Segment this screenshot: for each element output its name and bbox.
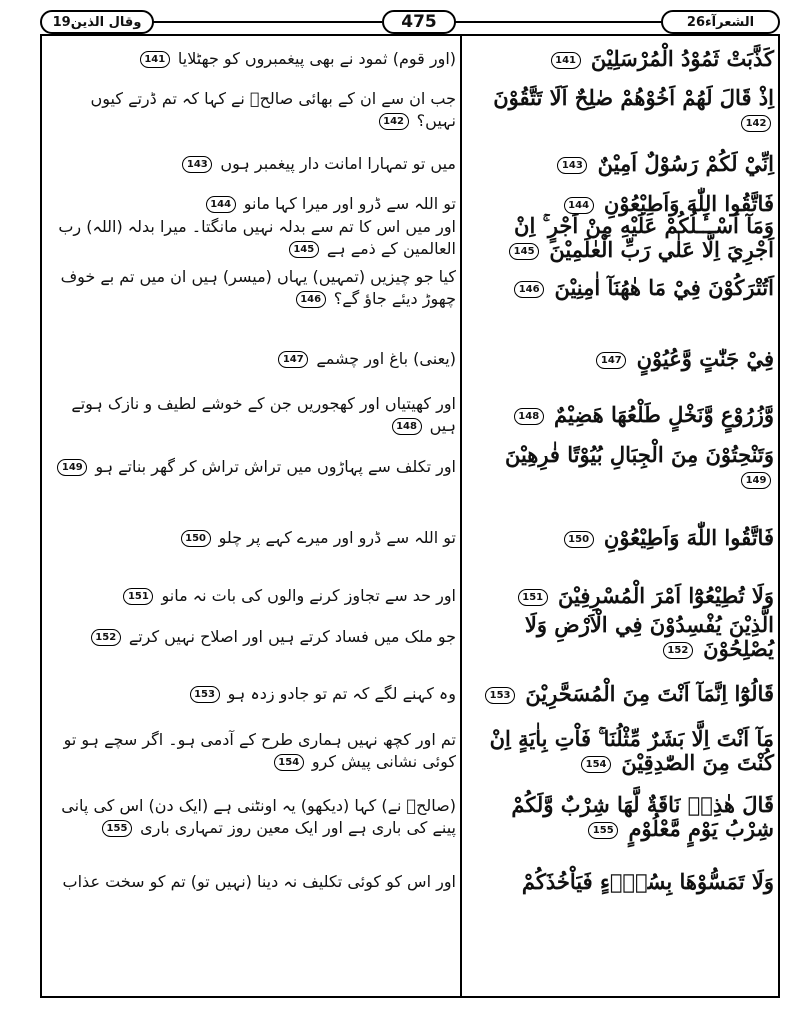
column-divider: [460, 36, 462, 996]
urdu-verse-text: (صالحؑ نے) کہا (دیکھو) یہ اونٹنی ہے (ایک دن) اس کی پانی پینے کی باری ہے اور ایک معین روز تمہاری باری 155: [61, 796, 456, 837]
verse-number-badge: 155: [102, 820, 132, 837]
verse-number-badge: 147: [596, 352, 626, 369]
arabic-verse-row: [464, 396, 774, 434]
urdu-verse-row: [48, 254, 456, 322]
arabic-verse-text: وَلَا تُطِيْعُوْٓا اَمْرَ الْمُسْرِفِيْنَ 151: [515, 584, 774, 608]
urdu-verse-row: [48, 396, 456, 434]
urdu-verse-text: تم اور کچھ نہیں ہماری طرح کے آدمی ہو۔ اگر سچے ہو تو کوئی نشانی پیش کرو 154: [63, 730, 456, 771]
page-number: 475: [382, 10, 456, 34]
verse-number-badge: 143: [182, 156, 212, 173]
arabic-verse-row: [464, 78, 774, 142]
arabic-verse-row: [464, 611, 774, 661]
arabic-verse-text: فِيْ جَنّٰتٍ وَّعُيُوْنٍ 147: [593, 347, 774, 371]
verse-number-badge: 154: [274, 754, 304, 771]
urdu-verse-row: [48, 434, 456, 500]
urdu-verse-text: اور اس کو کوئی تکلیف نہ دینا (نہیں تو) تم کو سخت عذاب: [62, 872, 456, 892]
surah-label: الشعرآء26: [661, 10, 780, 34]
arabic-verse-text: وَّزُرُوْعٍ وَّنَخْلٍ طَلْعُهَا هَضِيْمٌ 148: [511, 403, 774, 427]
arabic-verse-row: [464, 658, 774, 730]
urdu-verse-row: [48, 576, 456, 616]
arabic-verse-text: كَذَّبَتْ ثَمُوْدُ الْمُرْسَلِيْنَ 141: [548, 47, 774, 71]
arabic-verse-text: فَاتَّقُوا اللّٰهَ وَاَطِيْعُوْنِ 150: [561, 526, 774, 550]
arabic-verse-text: اِنِّيْ لَكُمْ رَسُوْلٌ اَمِيْنٌ 143: [554, 152, 774, 176]
verse-number-badge: 152: [91, 629, 121, 646]
urdu-verse-row: [48, 862, 456, 902]
verse-number-badge: 146: [514, 281, 544, 298]
verse-number-badge: 149: [741, 472, 771, 489]
urdu-verse-text: اور تکلف سے پہاڑوں میں تراش تراش کر گھر بناتے ہو 149: [54, 456, 456, 478]
urdu-verse-text: تو اللہ سے ڈرو اور میرا کہا مانو 144: [203, 193, 456, 215]
arabic-verse-row: [464, 576, 774, 616]
urdu-verse-text: اور میں اس کا تم سے بدلہ نہیں مانگتا۔ میرا بدلہ (اللہ) رب العالمین کے ذمے ہے 145: [58, 217, 456, 258]
verse-number-badge: 153: [485, 687, 515, 704]
verse-number-badge: 146: [296, 291, 326, 308]
arabic-verse-row: [464, 40, 774, 78]
verse-number-badge: 151: [123, 588, 153, 605]
urdu-verse-row: [48, 40, 456, 78]
arabic-verse-row: [464, 142, 774, 186]
arabic-verse-row: [464, 212, 774, 262]
arabic-verse-text: اَتُتْرَكُوْنَ فِيْ مَا هٰهُنَآ اٰمِنِيْنَ 146: [511, 276, 774, 300]
arabic-verse-text: قَالُوْٓا اِنَّمَآ اَنْتَ مِنَ الْمُسَحَّرِيْنَ 153: [482, 682, 774, 706]
arabic-verse-text: وَمَآ اَسْــَٔـلُكُمْ عَلَيْهِ مِنْ اَجْرٍ ۚ اِنْ اَجْرِيَ اِلَّا عَلٰي رَبِّ الْعٰلَمِيْنَ 145: [464, 214, 774, 262]
verse-number-badge: 155: [588, 822, 618, 839]
verse-number-badge: 153: [190, 686, 220, 703]
arabic-verse-row: [464, 725, 774, 775]
verse-number-badge: 154: [581, 756, 611, 773]
urdu-verse-text: تو اللہ سے ڈرو اور میرے کہے پر چلو 150: [178, 527, 456, 549]
arabic-verse-row: [464, 862, 774, 902]
verse-number-badge: 149: [57, 459, 87, 476]
juz-label: وقال الذین19: [40, 10, 154, 34]
verse-number-badge: 142: [379, 113, 409, 130]
verse-number-badge: 145: [289, 241, 319, 258]
urdu-verse-row: [48, 78, 456, 142]
verse-number-badge: 151: [518, 589, 548, 606]
verse-number-badge: 143: [557, 157, 587, 174]
urdu-verse-text: اور حد سے تجاوز کرنے والوں کی بات نہ مانو 151: [120, 585, 456, 607]
urdu-verse-row: [48, 217, 456, 258]
arabic-verse-row: [464, 434, 774, 500]
arabic-verse-text: فَاتَّقُوا اللّٰهَ وَاَطِيْعُوْنِ 144: [561, 192, 774, 216]
verse-number-badge: 144: [206, 196, 236, 213]
arabic-verse-text: الَّذِيْنَ يُفْسِدُوْنَ فِي الْاَرْضِ وَلَا يُصْلِحُوْنَ 152: [524, 611, 774, 661]
arabic-verse-text: وَتَنْحِتُوْنَ مِنَ الْجِبَالِ بُيُوْتًا فٰرِهِيْنَ 149: [464, 443, 774, 491]
arabic-verse-text: قَالَ هٰذِهٖ نَاقَةٌ لَّهَا شِرْبٌ وَّلَكُمْ شِرْبُ يَوْمٍ مَّعْلُوْمٍ 155: [511, 791, 774, 841]
urdu-verse-row: [48, 616, 456, 658]
page-header: [40, 10, 780, 34]
urdu-verse-text: کیا جو چیزیں (تمہیں) یہاں (میسر) ہیں ان میں تم بے خوف چھوڑ دیئے جاؤ گے؟ 146: [60, 267, 456, 308]
verse-number-badge: 148: [514, 408, 544, 425]
text-frame: [40, 34, 780, 998]
urdu-verse-text: اور کھیتیاں اور کھجوریں جن کے خوشے لطیف و نازک ہوتے ہیں 148: [71, 394, 456, 435]
arabic-verse-row: [464, 772, 774, 862]
quran-page: [40, 10, 780, 995]
verse-number-badge: 142: [741, 115, 771, 132]
header-rule-left: [150, 21, 382, 23]
urdu-verse-text: جب ان سے ان کے بھائی صالحؑ نے کہا کہ تم ڈرتے کیوں نہیں؟ 142: [90, 89, 456, 130]
urdu-verse-row: [48, 772, 456, 862]
urdu-verse-text: میں تو تمہارا امانت دار پیغمبر ہوں 143: [179, 153, 456, 175]
verse-number-badge: 145: [509, 243, 539, 260]
arabic-verse-text: اِذْ قَالَ لَهُمْ اَخُوْهُمْ صٰلِحٌ اَلَا تَتَّقُوْنَ 142: [464, 86, 774, 134]
verse-number-badge: 147: [278, 351, 308, 368]
urdu-verse-row: [48, 322, 456, 396]
verse-number-badge: 152: [663, 642, 693, 659]
verse-number-badge: 150: [564, 531, 594, 548]
urdu-verse-row: [48, 142, 456, 186]
urdu-verse-row: [48, 500, 456, 576]
verse-number-badge: 150: [181, 530, 211, 547]
header-rule-right: [452, 21, 665, 23]
verse-number-badge: 144: [564, 197, 594, 214]
urdu-verse-text: وہ کہنے لگے کہ تم تو جادو زدہ ہو 153: [187, 683, 456, 705]
arabic-verse-text: مَآ اَنْتَ اِلَّا بَشَرٌ مِّثْلُنَا ۚ فَاْتِ بِاٰيَةٍ اِنْ كُنْتَ مِنَ الصّٰدِقِيْنَ 154: [489, 725, 774, 775]
urdu-verse-text: جو ملک میں فساد کرتے ہیں اور اصلاح نہیں کرتے 152: [88, 626, 456, 648]
arabic-verse-row: [464, 500, 774, 576]
urdu-verse-row: [48, 658, 456, 730]
arabic-verse-row: [464, 254, 774, 322]
verse-number-badge: 141: [551, 52, 581, 69]
verse-number-badge: 148: [392, 418, 422, 435]
urdu-verse-text: (یعنی) باغ اور چشمے 147: [275, 348, 456, 370]
urdu-verse-row: [48, 730, 456, 772]
arabic-verse-text: وَلَا تَمَسُّوْهَا بِسُوْۗءٍ فَيَاْخُذَكُمْ: [521, 868, 774, 894]
urdu-verse-text: (اور قوم) ثمود نے بھی پیغمبروں کو جھٹلایا 141: [137, 48, 456, 70]
verse-number-badge: 141: [140, 51, 170, 68]
arabic-verse-row: [464, 322, 774, 396]
